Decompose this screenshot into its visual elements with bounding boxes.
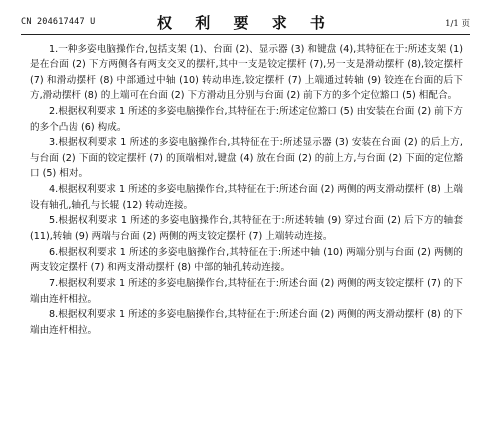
header-divider bbox=[21, 34, 470, 35]
claim-4: 4.根据权利要求 1 所述的多姿电脑操作台,其特征在于:所述台面 (2) 两侧的两支滑动摆杆 (8) 上端设有轴孔,轴孔与长辊 (12) 转动连接。 bbox=[30, 184, 463, 211]
claim-7: 7.根据权利要求 1 所述的多姿电脑操作台,其特征在于:所述台面 (2) 两侧的两支铰定摆杆 (7) 的下端由连杆相拉。 bbox=[30, 278, 463, 305]
claim-8: 8.根据权利要求 1 所述的多姿电脑操作台,其特征在于:所述台面 (2) 两侧的两支滑动摆杆 (8) 的下端由连杆相拉。 bbox=[30, 309, 463, 336]
claims-body bbox=[30, 42, 463, 339]
claim-3: 3.根据权利要求 1 所述的多姿电脑操作台,其特征在于:所述显示器 (3) 安装在台面 (2) 的后上方,与台面 (2) 下面的铰定摆杆 (7) 的顶端相对,键盘 (4) 放在台面 (2) 的前上方,与台面 (2) 下面的定位豁口 (5) 相对。 bbox=[30, 137, 463, 180]
document-title: 权 利 要 求 书 bbox=[157, 14, 334, 32]
claim-1: 1.一种多姿电脑操作台,包括支架 (1)、台面 (2)、显示器 (3) 和键盘 (4),其特征在于:所述支架 (1) 是在台面 (2) 下方两侧各有两支交叉的摆杆,其中一支是铰定摆杆 (7),另一支是滑动摆杆 (8),铰定摆杆 (7) 和滑动摆杆 (8) 中部通过中轴 (10) 转动串连,铰定摆杆 (7) 上端通过转轴 (9) 铰连在台面的后下方,滑动摆杆 (8) 的上端可在台面 (2) 下方滑动且分别与台面 (2) 前下方的多个定位豁口 (5) 相配合。 bbox=[30, 44, 463, 102]
claim-2: 2.根据权利要求 1 所述的多姿电脑操作台,其特征在于:所述定位豁口 (5) 由安装在台面 (2) 前下方的多个凸齿 (6) 构成。 bbox=[30, 106, 463, 133]
page-number: 1/1 页 bbox=[445, 19, 470, 29]
claim-5: 5.根据权利要求 1 所述的多姿电脑操作台,其特征在于:所述转轴 (9) 穿过台面 (2) 后下方的轴套 (11),转轴 (9) 两端与台面 (2) 两侧的两支铰定摆杆 (7) 上端转动连接。 bbox=[30, 215, 463, 242]
publication-number: CN 204617447 U bbox=[21, 17, 96, 27]
page-header bbox=[21, 12, 470, 32]
claim-6: 6.根据权利要求 1 所述的多姿电脑操作台,其特征在于:所述中轴 (10) 两端分别与台面 (2) 两侧的两支铰定摆杆 (7) 和两支滑动摆杆 (8) 中部的轴孔转动连接。 bbox=[30, 246, 463, 274]
